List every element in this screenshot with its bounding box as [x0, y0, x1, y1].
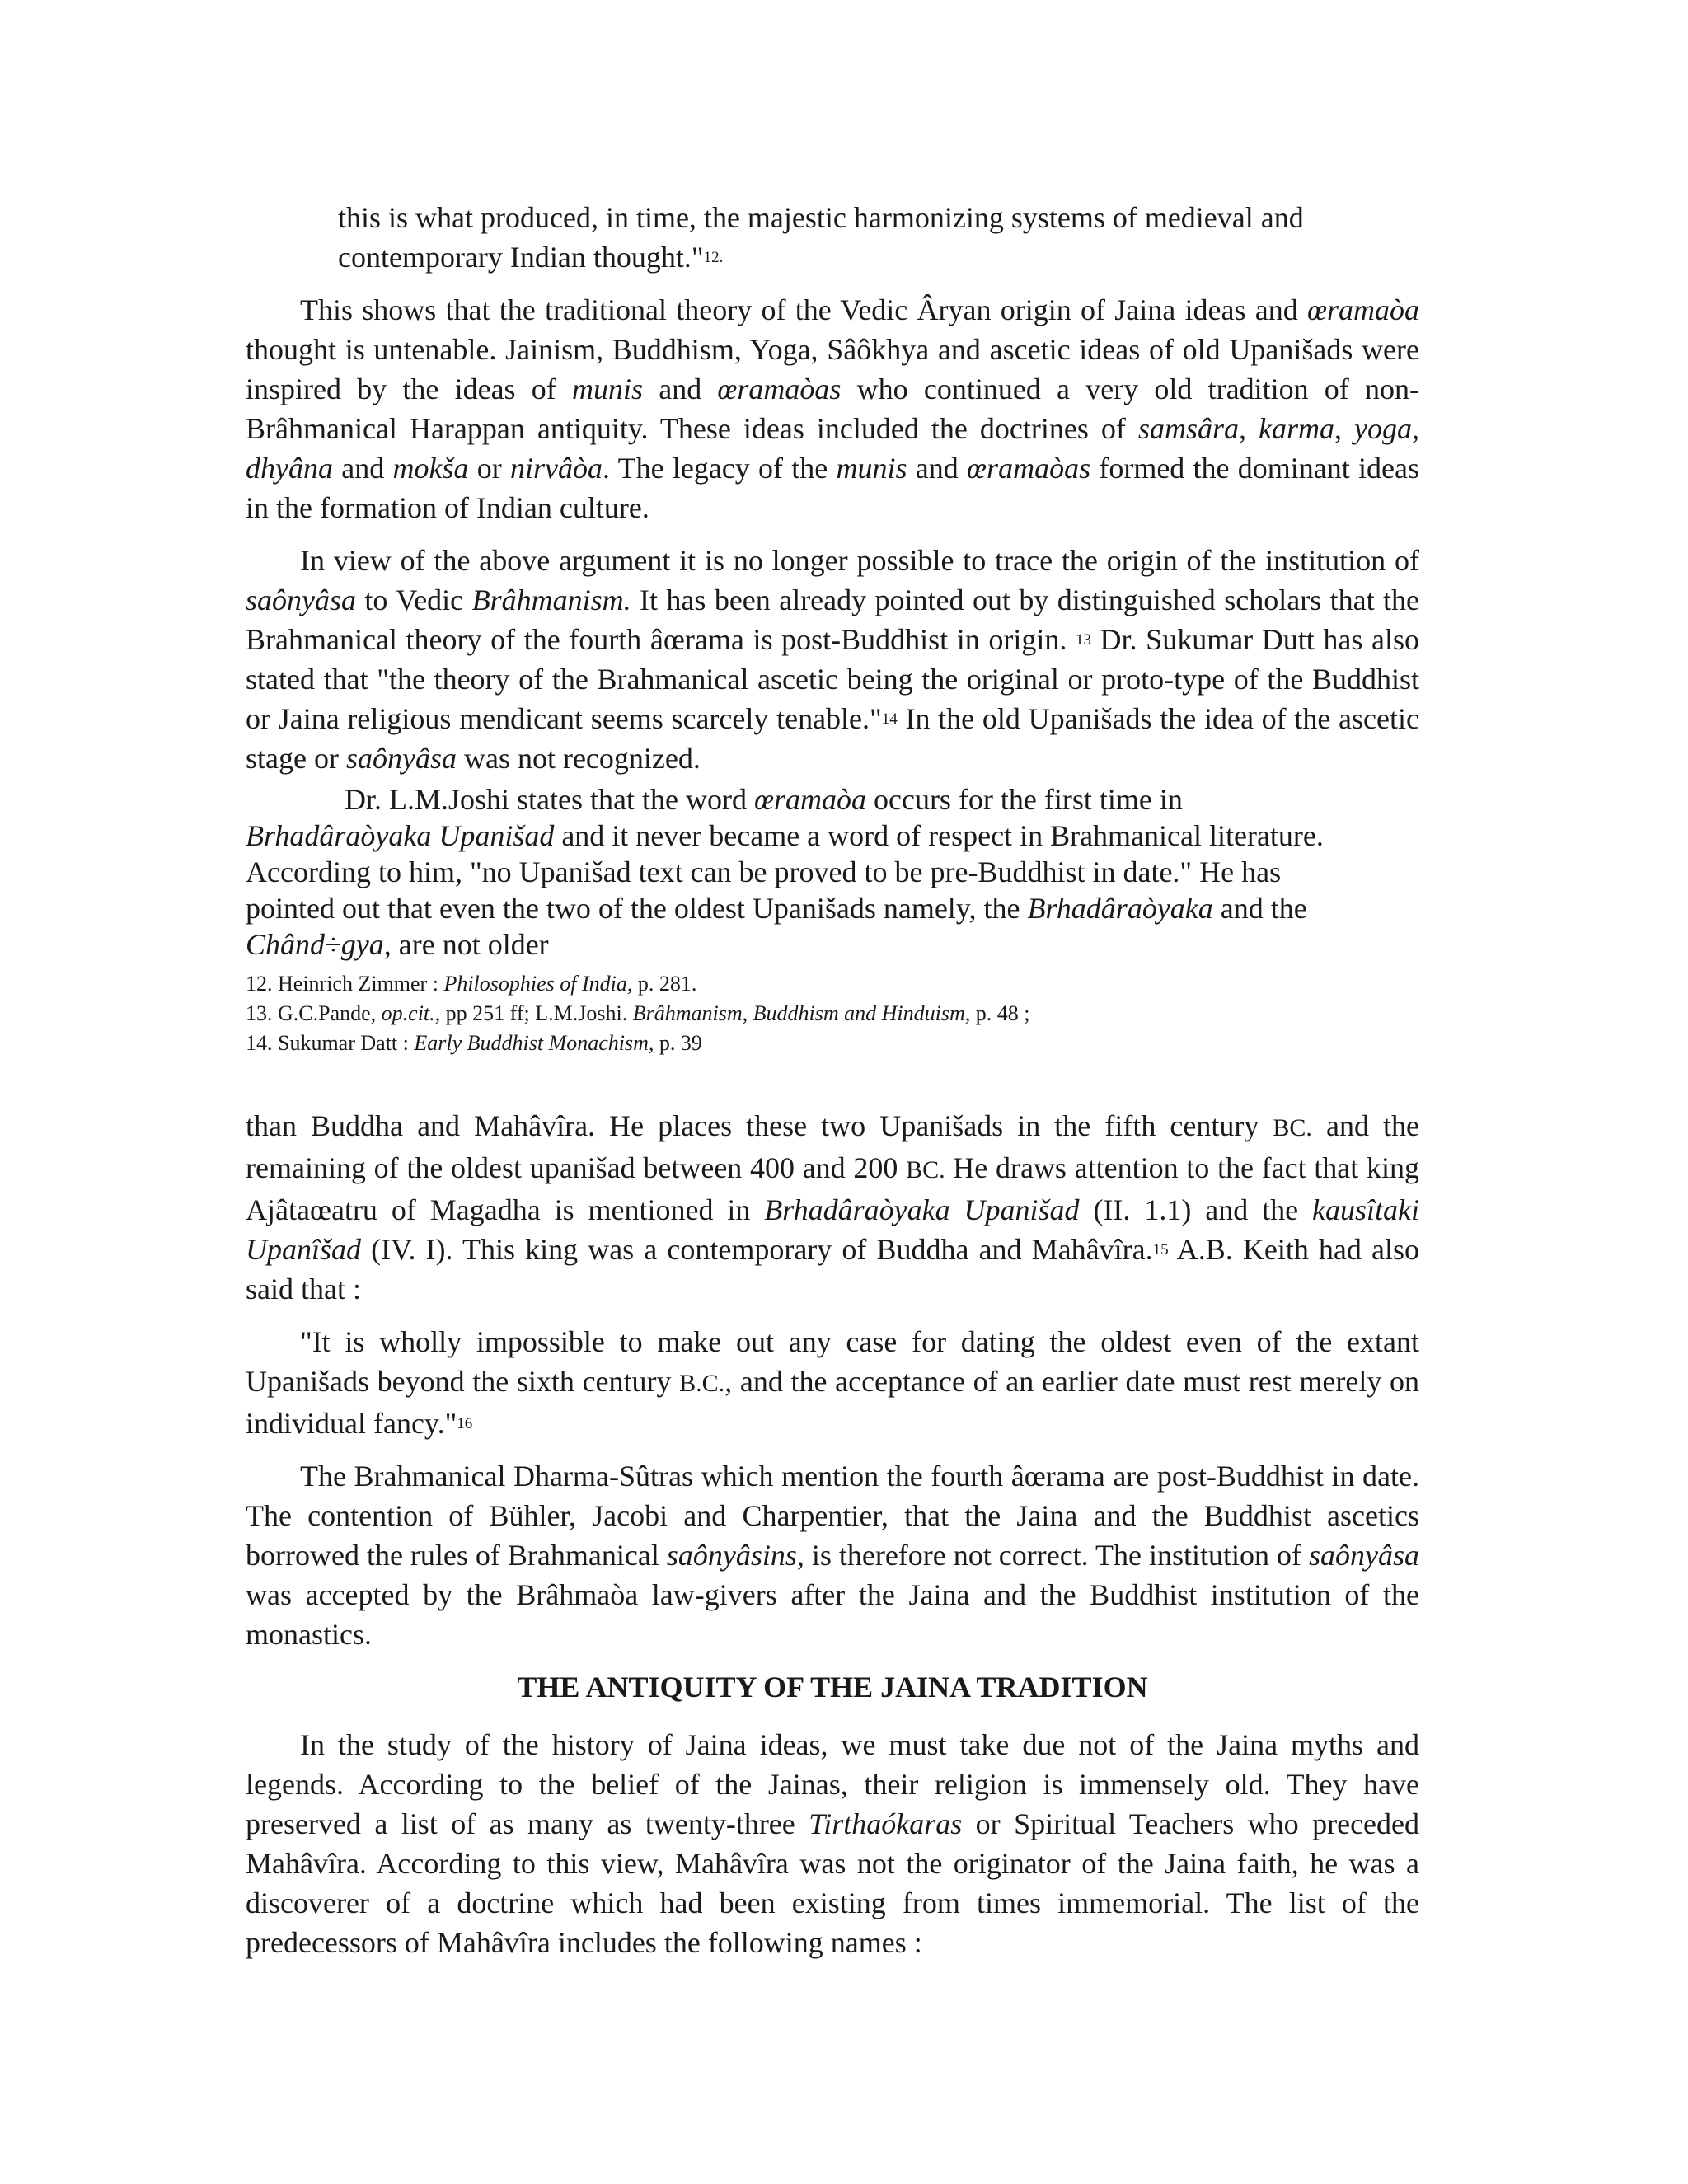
footnote-14: 14. Sukumar Datt : Early Buddhist Monachism, p. 39 [246, 1031, 702, 1055]
footnote-ref: 16 [457, 1415, 473, 1432]
paragraph: In the study of the history of Jaina ideas, we must take due not of the Jaina myths and legends. According to the belief of the Jainas, their religion is immensely old. They have preserved a list of as many as twenty-three Tirthaókaras or Spiritual Teachers who preceded Mahâvîra. According to this view, Mahâvîra was not the originator of the Jaina faith, he was a discoverer of a doctrine which had been existing from times immemorial. The list of the predecessors of Mahâvîra includes the following names : [246, 1728, 1420, 1959]
quote-continuation [338, 198, 1419, 277]
block-quote: "It is wholly impossible to make out any case for dating the oldest even of the extant Upanišads beyond the sixth century B.C., and the acceptance of an earlier date must rest merely on individual fancy."$^{16}$ [246, 1325, 1419, 1440]
text-column [246, 198, 1419, 1975]
footnote-13: 13. G.C.Pande, op.cit., pp 251 ff; L.M.Joshi. Brâhmanism, Buddhism and Hinduism, p. 48 ; [246, 1001, 1030, 1025]
paragraph: This shows that the traditional theory of the Vedic Âryan origin of Jaina ideas and œramaòa thought is untenable. Jainism, Buddhism, Yoga, Sâôkhya and ascetic ideas of old Upanišads were inspired by the ideas of munis and œramaòas who continued a very old tradition of non-Brâhmanical Harappan antiquity. These ideas included the doctrines of samsâra, karma, yoga, dhyâna and mokša or nirvâòa. The legacy of the munis and œramaòas formed the dominant ideas in the formation of Indian culture. [246, 293, 1420, 524]
paragraph: The Brahmanical Dharma-Sûtras which mention the fourth âœrama are post-Buddhist in date. The contention of Bühler, Jacobi and Charpentier, that the Jaina and the Buddhist ascetics borrowed the rules of Brahmanical saônyâsins, is therefore not correct. The institution of saônyâsa was accepted by the Brâhmaòa law-givers after the Jaina and the Buddhist institution of the monastics. [246, 1460, 1420, 1651]
footnote-ref: 14 [881, 710, 898, 728]
paragraph: than Buddha and Mahâvîra. He places these two Upanišads in the fifth century BC. and the remaining of the oldest upanišad between 400 and 200 BC. He draws attention to the fact that king Ajâtaœatru of Magadha is mentioned in Brhadâraòyaka Upanišad (II. 1.1) and the kausîtaki Upanîšad (IV. I). This king was a contemporary of Buddha and Mahâvîra.$^{15}$ A.B. Keith had also said that : [246, 1109, 1419, 1305]
quote-line: this is what produced, in time, the majestic harmonizing systems of medieval and [338, 201, 1304, 234]
paragraph: Dr. L.M.Joshi states that the word œramaòa occurs for the first time in Brhadâraòyaka Upanišad and it never became a word of respect in Brahmanical literature. According to him, "no Upanišad text can be proved to be pre-Buddhist in date." He has pointed out that even the two of the oldest Upanišads namely, the Brhadâraòyaka and the Chând÷gya, are not older [246, 783, 1324, 961]
section-heading: THE ANTIQUITY OF THE JAINA TRADITION [517, 1671, 1148, 1704]
paragraph: In view of the above argument it is no longer possible to trace the origin of the institution of saônyâsa to Vedic Brâhmanism. It has been already pointed out by distinguished scholars that the Brahmanical theory of the fourth âœrama is post-Buddhist in origin. $^{13}$ Dr. Sukumar Dutt has also stated that "the theory of the Brahmanical ascetic being the original or proto-type of the Buddhist or Jaina religious mendicant seems scarcely tenable."$^{14}$ In the old Upanišads the idea of the ascetic stage or saônyâsa was not recognized. [246, 544, 1419, 775]
footnote-ref: 12. [703, 249, 724, 266]
quote-line: contemporary Indian thought." [338, 241, 704, 274]
footnote-ref: 15 [1152, 1241, 1169, 1258]
footnote-12: 12. Heinrich Zimmer : Philosophies of India, p. 281. [246, 972, 697, 996]
footnote-ref: 13 [1075, 631, 1091, 649]
footnotes [246, 969, 1419, 1058]
